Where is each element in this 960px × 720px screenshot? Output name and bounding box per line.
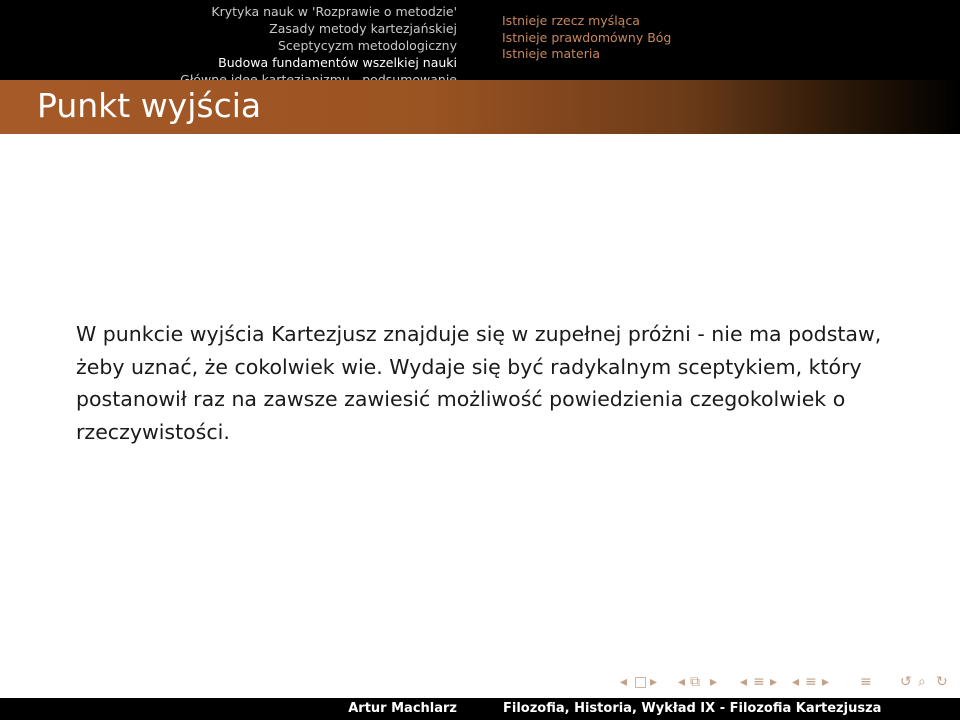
document-icon[interactable]: ≡ (805, 674, 817, 690)
section-icon[interactable]: ≡ (753, 674, 765, 690)
subsection-icon[interactable]: ⧉ (690, 674, 700, 690)
subsection-forward-icon[interactable]: ▸ (710, 674, 718, 690)
subsection-link-2[interactable]: Istnieje prawdomówny Bóg (502, 29, 672, 45)
body-paragraph: W punkcie wyjścia Kartezjusz znajduje się w zupełnej próżni - nie ma podstaw, żeby uznać, że cokolwiek wie. Wydaje się być radykalnym sceptykiem, który postanowił raz na zawsze zawiesić możliwość powiedzienia czegokolwiek o rzeczywistości. (76, 322, 882, 444)
section-link-current[interactable]: Budowa fundamentów wszelkiej nauki (218, 55, 457, 70)
fit-icon[interactable]: ≡ (860, 674, 872, 690)
section-forward-icon[interactable]: ▸ (770, 674, 778, 690)
undo-icon[interactable]: ↺ (900, 674, 912, 690)
redo-icon[interactable]: ↻ (936, 674, 948, 690)
section-link-1[interactable]: Krytyka nauk w 'Rozprawie o metodzie' (211, 4, 457, 19)
arrow-right-icon[interactable]: ▸ (650, 674, 658, 690)
arrow-left-icon[interactable]: ◂ (620, 674, 628, 690)
subsection-link-1[interactable]: Istnieje rzecz myśląca (502, 13, 640, 28)
subsection-back-icon[interactable]: ◂ (678, 674, 686, 690)
frame-title: Punkt wyjścia (37, 86, 262, 125)
section-link-2[interactable]: Zasady metody kartezjańskiej (269, 21, 457, 36)
section-back-icon[interactable]: ◂ (740, 674, 748, 690)
subsection-link-3[interactable]: Istnieje materia (502, 46, 601, 61)
subsection-list (490, 0, 960, 80)
navigation-symbols (620, 674, 960, 694)
frame-icon[interactable]: □ (634, 674, 648, 690)
search-icon[interactable]: ⌕ (918, 674, 926, 690)
section-list (0, 0, 466, 80)
footer (0, 698, 960, 720)
document-back-icon[interactable]: ◂ (792, 674, 800, 690)
footer-title: Filozofia, Historia, Wykład IX - Filozofia Kartezjusza (503, 701, 882, 716)
section-link-3[interactable]: Sceptycyzm metodologiczny (278, 38, 457, 53)
header-navigation (0, 0, 960, 80)
document-forward-icon[interactable]: ▸ (822, 674, 830, 690)
footer-author: Artur Machlarz (348, 701, 457, 716)
frame-title-bar (0, 80, 960, 134)
